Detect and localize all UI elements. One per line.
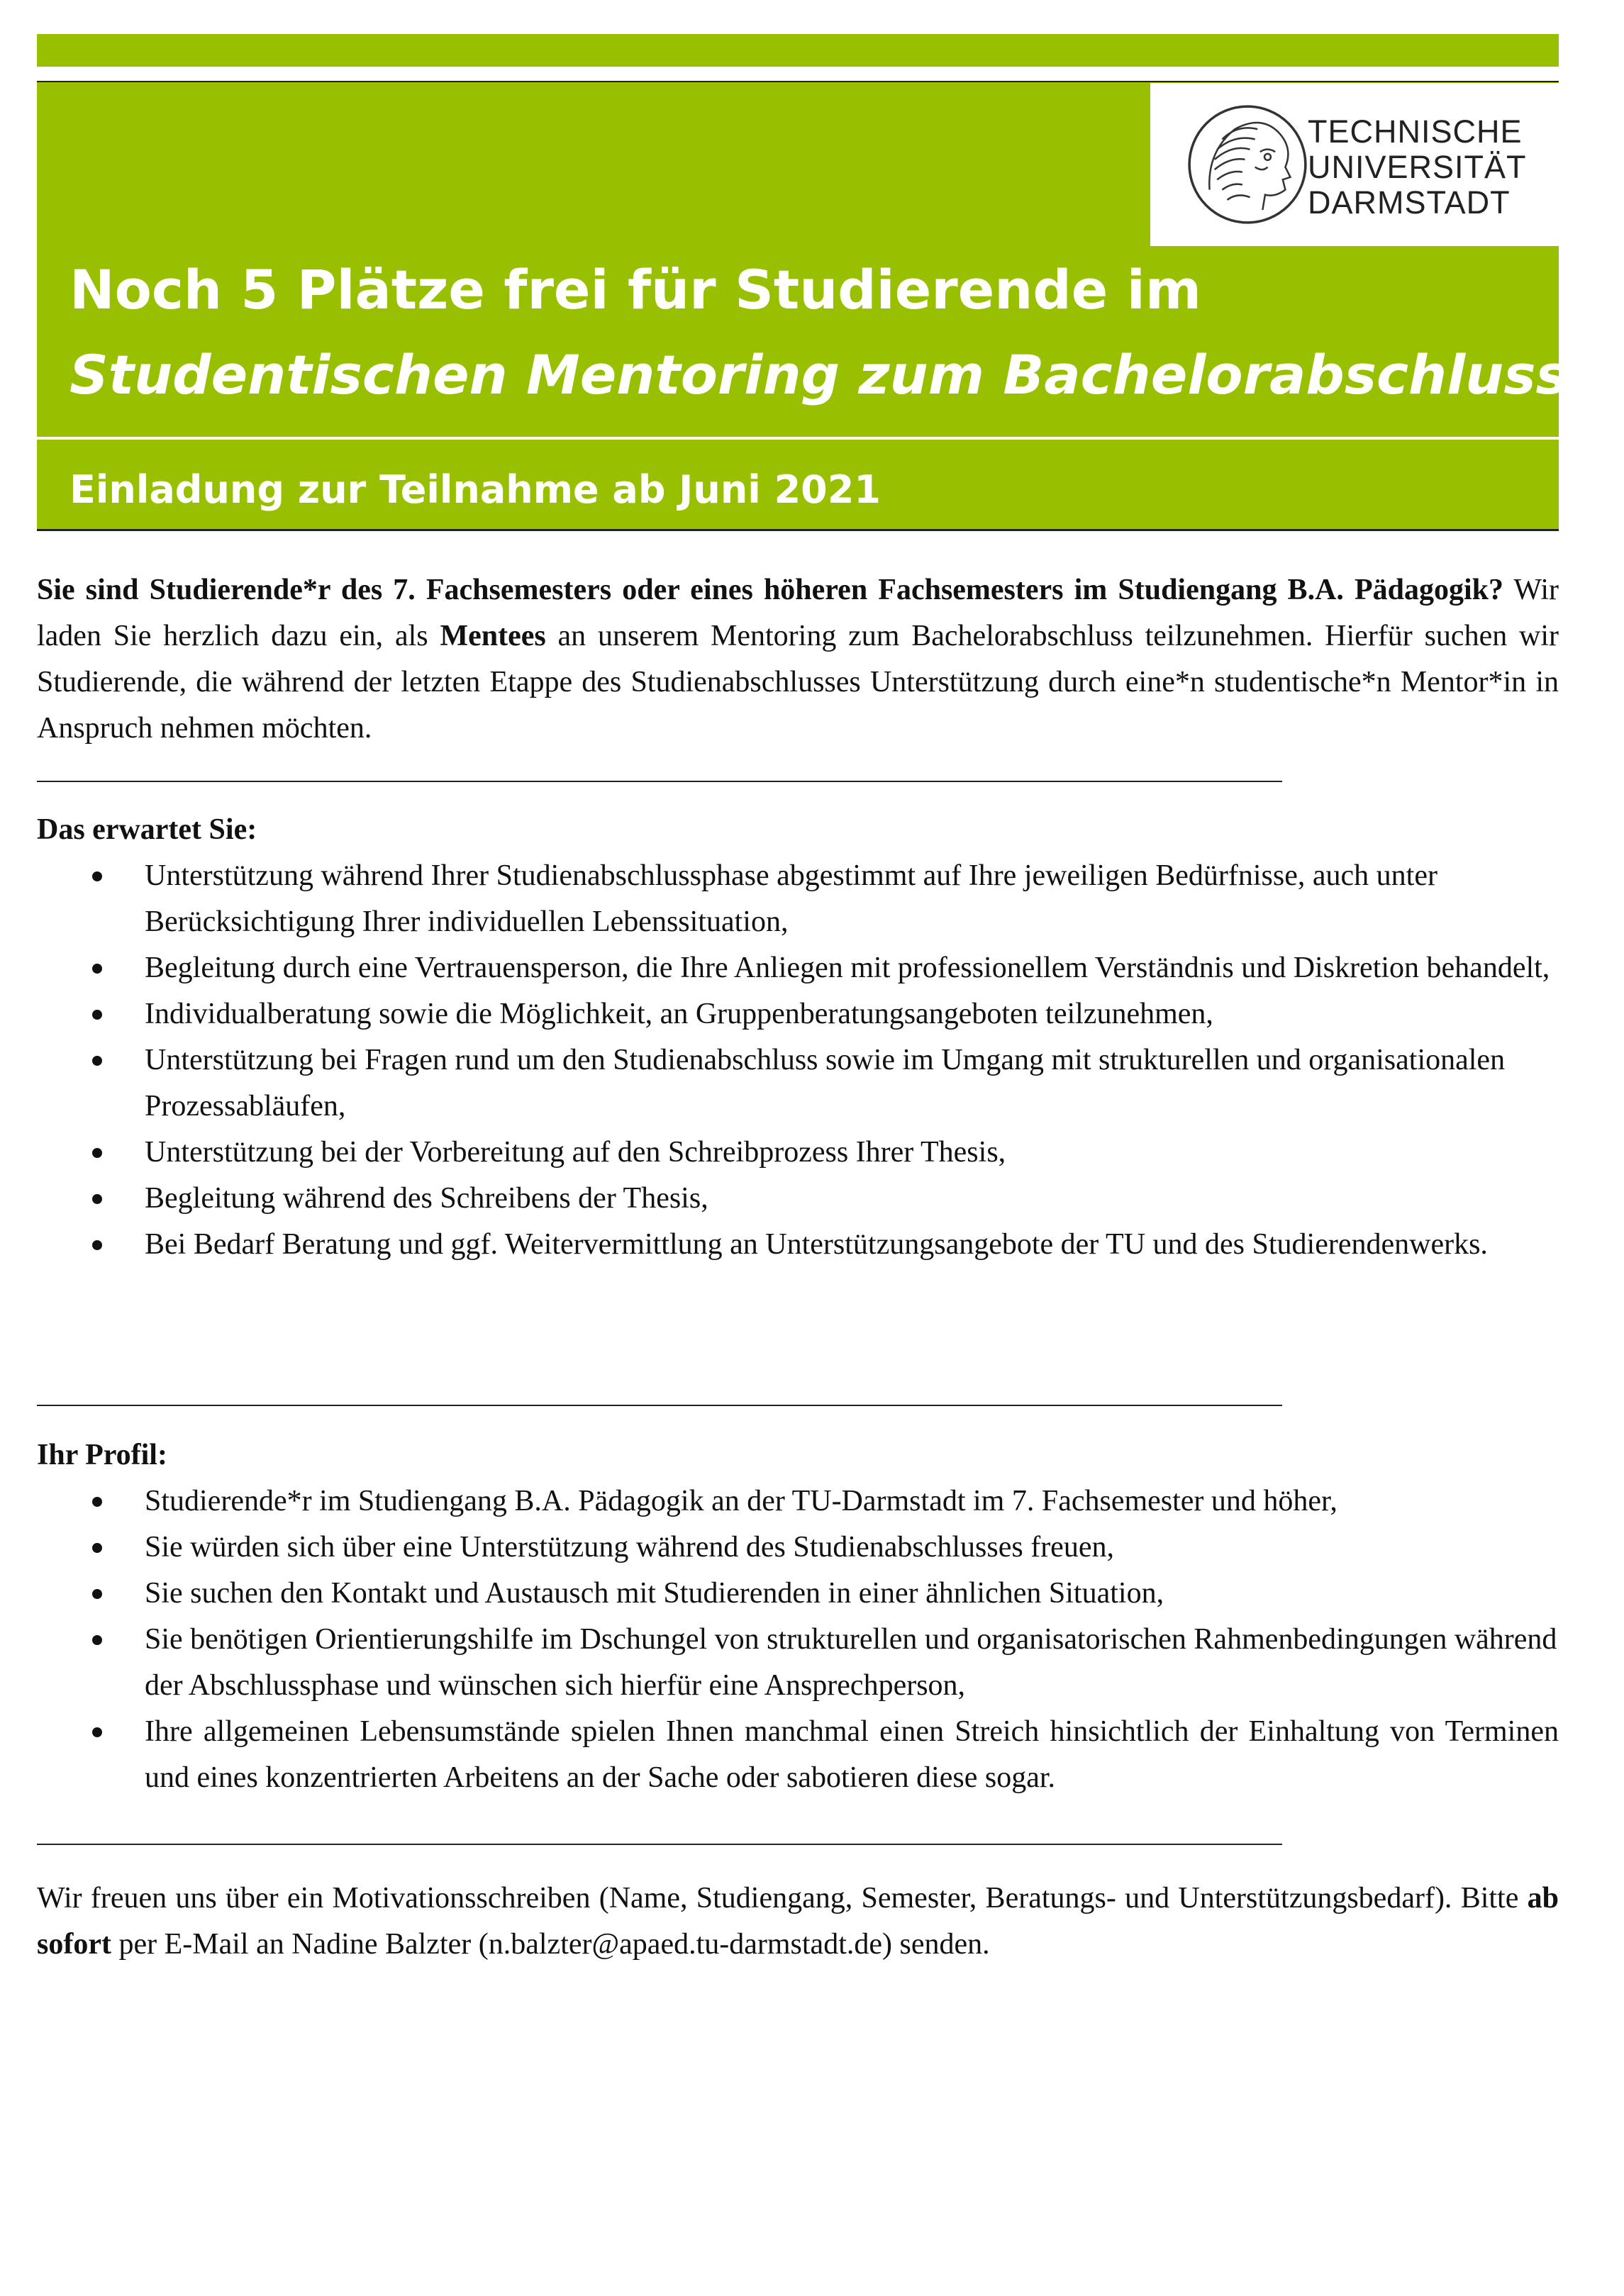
- list-item-text: Sie würden sich über eine Unterstützung während des Studienabschlusses freuen,: [145, 1531, 1114, 1564]
- closing-paragraph: [37, 1876, 1559, 1968]
- list-item: [37, 1571, 1559, 1617]
- university-name: [1308, 114, 1527, 221]
- section-divider-2: [37, 1405, 1282, 1406]
- bullet-icon: [92, 1727, 102, 1737]
- list-item: [37, 853, 1559, 945]
- intro-bold-lead: Sie sind Studierende*r des 7. Fachsemesters oder eines höheren Fachsemesters im Studiengang B.A. Pädagogik?: [37, 574, 1504, 606]
- list-item-text: Bei Bedarf Beratung und ggf. Weitervermittlung an Unterstützungsangebote der TU und des Studierendenwerks.: [145, 1228, 1488, 1261]
- list-item: [37, 1222, 1559, 1268]
- bullet-icon: [92, 1056, 102, 1066]
- list-item: [37, 1037, 1559, 1130]
- page-title-line-1: Noch 5 Plätze frei für Studierende im: [69, 258, 1202, 321]
- list-item: [37, 1478, 1559, 1525]
- list-item-text: Unterstützung bei Fragen rund um den Studienabschluss sowie im Umgang mit strukturellen und organisationalen Prozessabläufen,: [145, 1044, 1506, 1122]
- intro-mentees: Mentees: [440, 620, 546, 652]
- logo-line-3: DARMSTADT: [1308, 184, 1511, 221]
- bullet-icon: [92, 1497, 102, 1507]
- list-item-text: Unterstützung bei der Vorbereitung auf den Schreibprozess Ihrer Thesis,: [145, 1136, 1006, 1169]
- bullet-icon: [92, 964, 102, 974]
- section-divider-1: [37, 781, 1282, 782]
- athena-head-icon: [1184, 101, 1311, 228]
- intro-text-2: an unserem Mentoring zum Bachelorabschluss teilzunehmen. Hierfür suchen wir Studierende, die während der letzten Etappe des Studienabschlusses Unterstützung durch eine*n studentische*n Mentor*in in Anspruch nehmen möchten.: [37, 620, 1559, 745]
- page-subtitle: Einladung zur Teilnahme ab Juni 2021: [69, 467, 881, 512]
- bullet-icon: [92, 1635, 102, 1645]
- bullet-icon: [92, 1148, 102, 1158]
- profile-heading: Ihr Profil:: [37, 1439, 167, 1471]
- list-item-text: Ihre allgemeinen Lebensumstände spielen Ihnen manchmal einen Streich hinsichtlich der Einhaltung von Terminen und eines konzentrierten Arbeitens an der Sache oder sabotieren diese sogar.: [145, 1715, 1559, 1794]
- profile-list: [37, 1478, 1559, 1801]
- list-item-text: Sie benötigen Orientierungshilfe im Dschungel von strukturellen und organisatorischen Rahmenbedingungen während der Abschlussphase und wünschen sich hierfür eine Ansprechperson,: [145, 1623, 1557, 1702]
- list-item: [37, 1709, 1559, 1801]
- logo-line-1: TECHNISCHE: [1308, 113, 1523, 150]
- top-accent-bar: [37, 34, 1559, 67]
- list-item: [37, 1617, 1559, 1709]
- list-item: [37, 1525, 1559, 1571]
- list-item-text: Sie suchen den Kontakt und Austausch mit Studierenden in einer ähnlichen Situation,: [145, 1577, 1164, 1610]
- list-item-text: Studierende*r im Studiengang B.A. Pädagogik an der TU-Darmstadt im 7. Fachsemester und höher,: [145, 1485, 1337, 1517]
- list-item-text: Begleitung durch eine Vertrauensperson, die Ihre Anliegen mit professionellem Verständnis und Diskretion behandelt,: [145, 952, 1550, 984]
- list-item-text: Begleitung während des Schreibens der Thesis,: [145, 1182, 708, 1215]
- list-item: [37, 1176, 1559, 1222]
- bullet-icon: [92, 871, 102, 881]
- closing-bold: ab sofort: [37, 1882, 1559, 1961]
- subtitle-divider: [37, 529, 1559, 531]
- bullet-icon: [92, 1240, 102, 1250]
- intro-text-1: Wir laden Sie herzlich dazu ein, als: [37, 574, 1559, 652]
- expect-list: [37, 853, 1559, 1268]
- bullet-icon: [92, 1543, 102, 1553]
- university-logo: [1150, 83, 1559, 246]
- bullet-icon: [92, 1010, 102, 1020]
- section-divider-3: [37, 1844, 1282, 1845]
- list-item-text: Unterstützung während Ihrer Studienabschlussphase abgestimmt auf Ihre jeweiligen Bedürfnisse, auch unter Berücksichtigung Ihrer individuellen Lebenssituation,: [145, 859, 1437, 938]
- page-title-line-2: Studentischen Mentoring zum Bachelorabschluss: [69, 343, 1568, 406]
- list-item: [37, 991, 1559, 1037]
- logo-line-2: UNIVERSITÄT: [1308, 149, 1527, 185]
- list-item: [37, 1130, 1559, 1176]
- closing-text-2: per E-Mail an Nadine Balzter (n.balzter@apaed.tu-darmstadt.de) senden.: [111, 1928, 990, 1961]
- list-item: [37, 945, 1559, 991]
- bullet-icon: [92, 1589, 102, 1599]
- bullet-icon: [92, 1194, 102, 1204]
- intro-paragraph: [37, 567, 1559, 752]
- list-item-text: Individualberatung sowie die Möglichkeit, an Gruppenberatungsangeboten teilzunehmen,: [145, 998, 1213, 1030]
- closing-text-1: Wir freuen uns über ein Motivationsschreiben (Name, Studiengang, Semester, Beratungs- und Unterstützungsbedarf). Bitte: [37, 1882, 1528, 1915]
- expect-heading: Das erwartet Sie:: [37, 813, 257, 846]
